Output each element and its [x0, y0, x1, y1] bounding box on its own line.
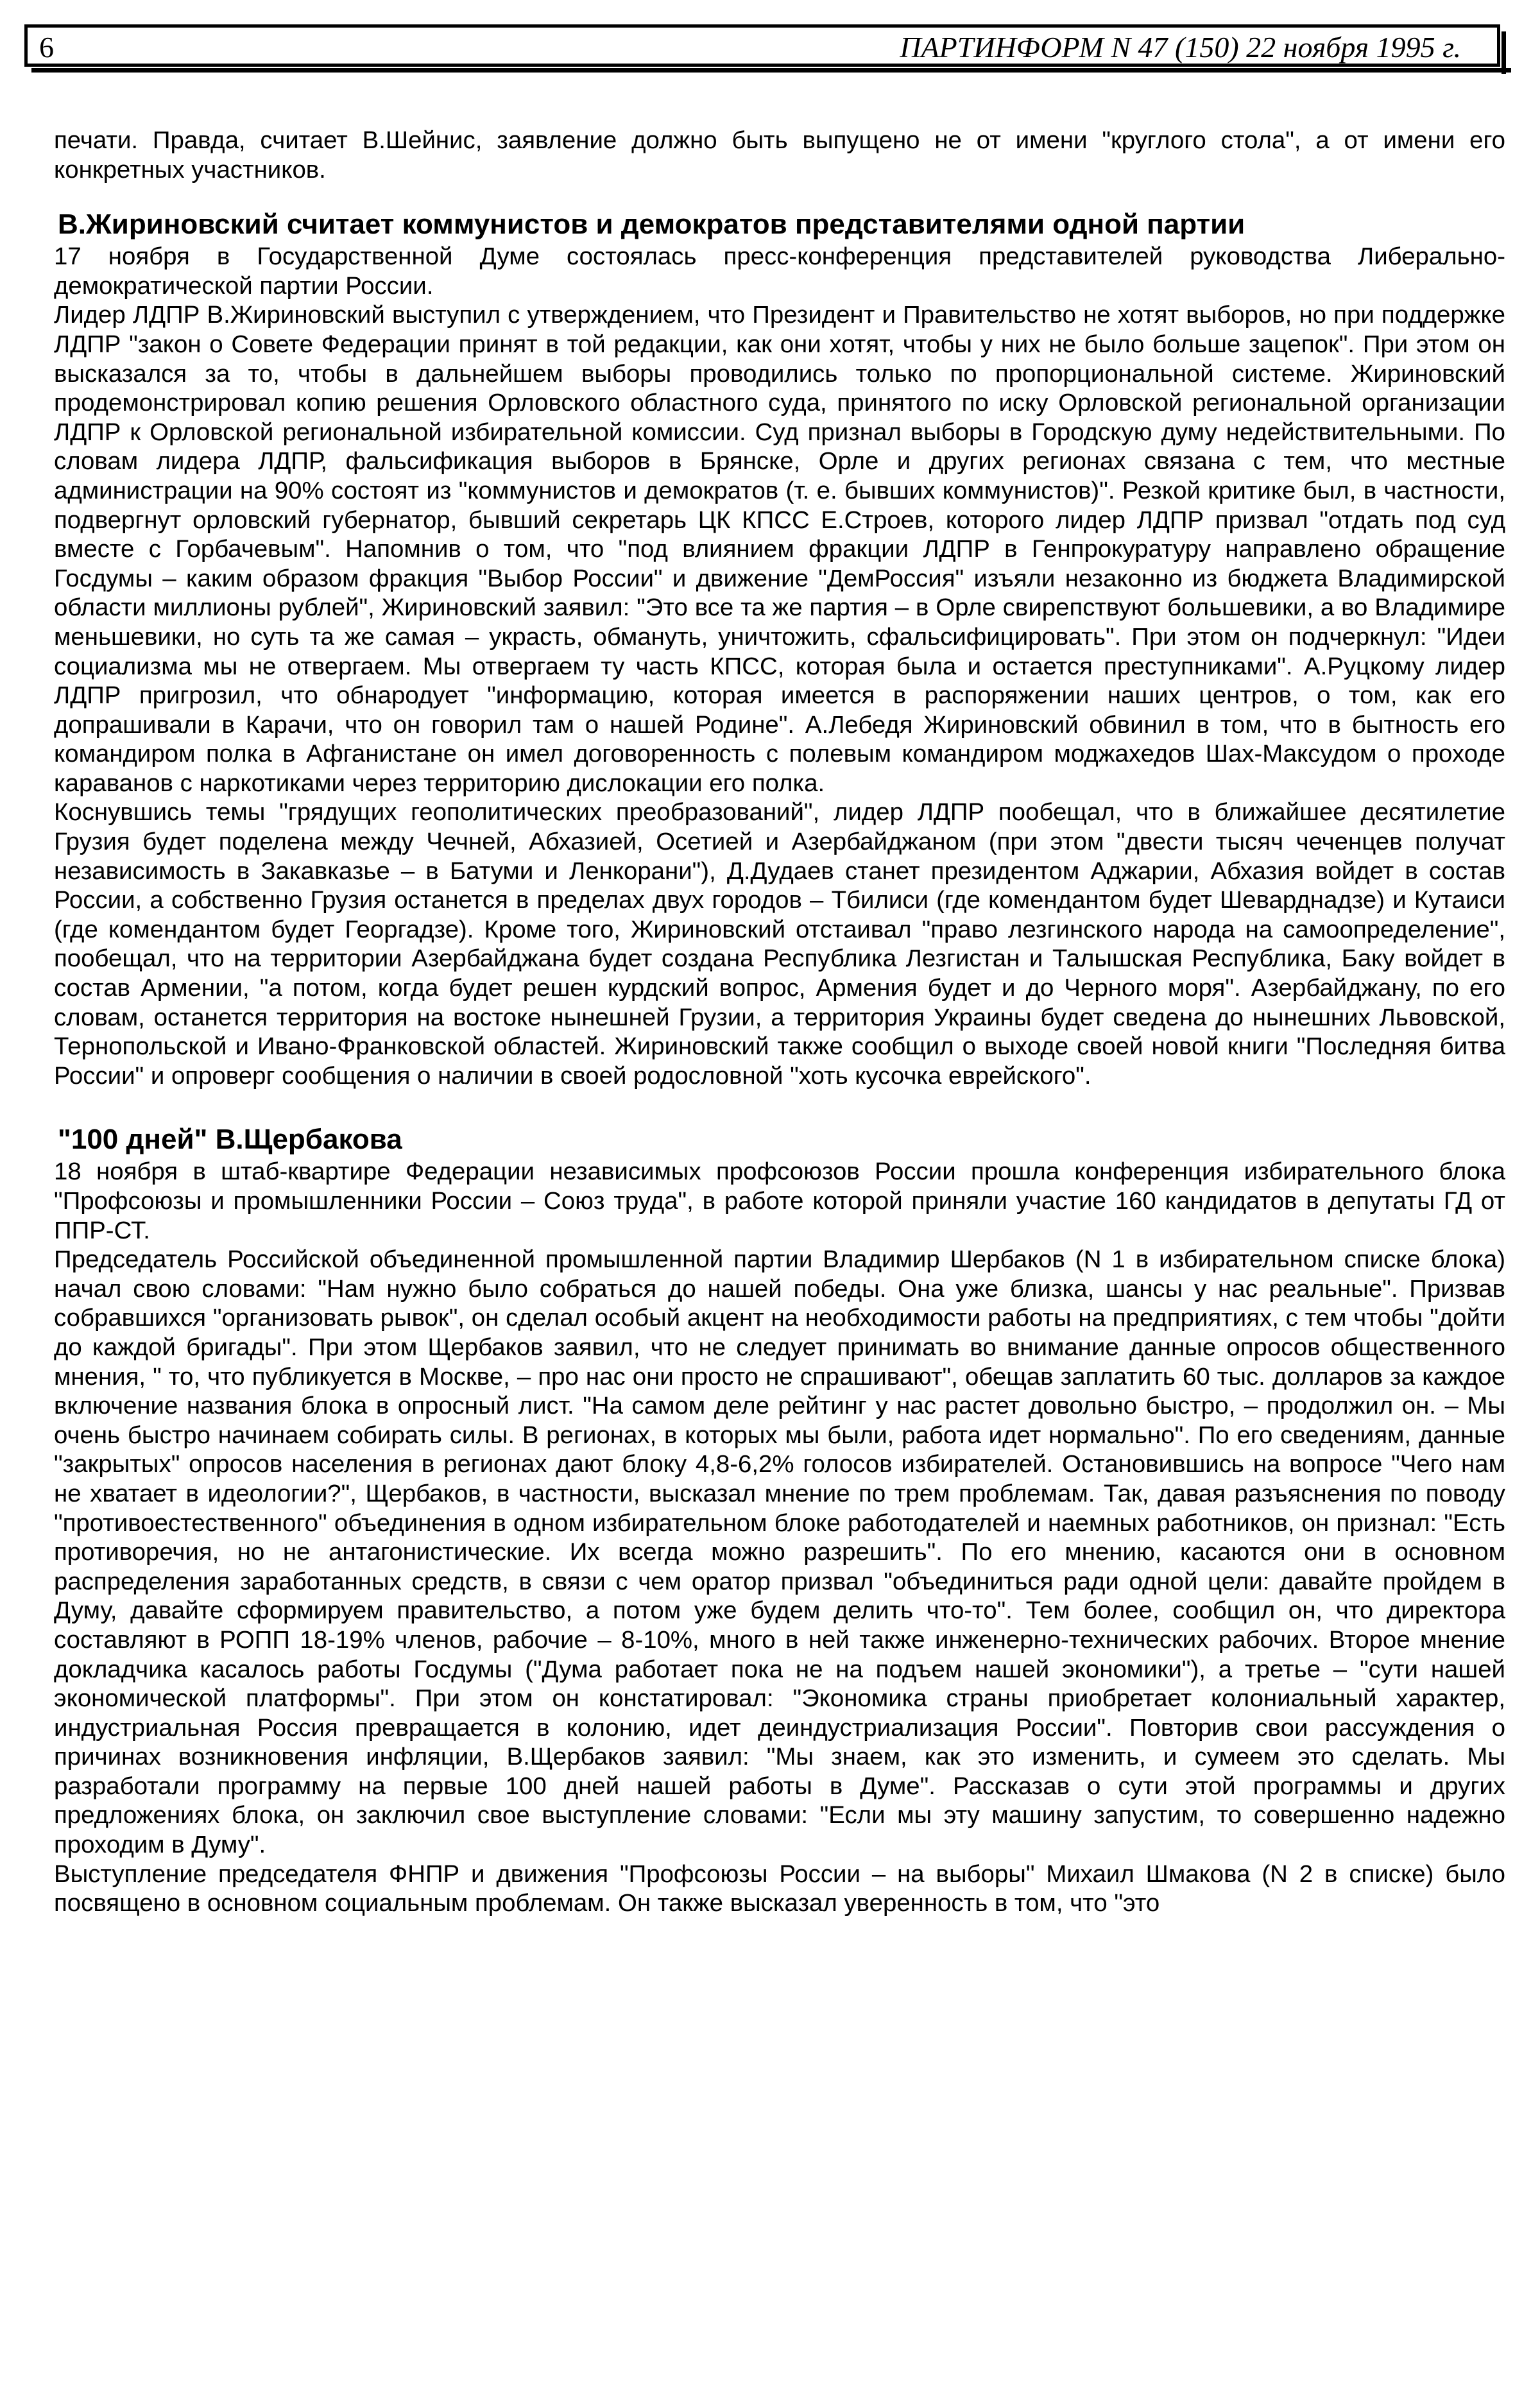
article2-paragraph: Председатель Российской объединенной промышленной партии Владимир Шербаков (N 1 в избирательном списке блока) начал свою словами: "Нам нужно было собраться до нашей победы. Она уже близка, шансы у нас реальные". Призвав собравшихся "организовать рывок", он сделал особый акцент на необходимости работы на предприятиях, с тем чтобы "дойти до каждой бригады". При этом Щербаков заявил, что не следует принимать во внимание данные опросов общественного мнения, " то, что публикуется в Москве, – про нас они просто не спрашивают", обещав заплатить 60 тыс. долларов за каждое включение названия блока в опросный лист. "На самом деле рейтинг у нас растет довольно быстро, – продолжил он. – Мы очень быстро начинаем собирать силы. В регионах, в которых мы были, работа идет нормально". По его сведениям, данные "закрытых" опросов населения в регионах дают блоку 4,8-6,2% голосов избирателей. Остановившись на вопросе "Чего нам не хватает в идеологии?", Щербаков, в частности, высказал мнение по трем проблемам. Так, давая разъяснения по поводу "противоестественного" объединения в одном избирательном блоке работодателей и наемных работников, он признал: "Есть противоречия, но не антагонистические. Их всегда можно разрешить". По его мнению, касаются они в основном распределения заработанных средств, в связи с чем оратор призвал "объединиться ради одной цели: давайте пройдем в Думу, давайте сформируем правительство, а потом уже будем делить что-то". Тем более, сообщил он, что директора составляют в РОПП 18-19% членов, рабочие – 8-10%, много в ней также инженерно-технических рабочих. Второе мнение докладчика касалось работы Госдумы ("Дума работает пока не на подъем нашей экономики"), а третье – "сути нашей экономической платформы". При этом он констатировал: "Экономика страны приобретает колониальный характер, индустриальная Россия превращается в колонию, идет деиндустриализация России". Повторив свои рассуждения о причинах возникновения инфляции, В.Щербаков заявил: "Мы знаем, как это изменить, и сумеем это сделать. Мы разработали программу на первые 100 дней нашей работы в Думе". Рассказав о сути этой программы и других предложениях блока, он заключил свое выступление словами: "Если мы эту машину запустим, то совершенно надежно проходим в Думу". — [54, 1246, 1505, 1859]
article1-title: В.Жириновский считает коммунистов и демократов представителями одной партии — [58, 209, 1245, 241]
article2-title: "100 дней" В.Щербакова — [58, 1124, 402, 1156]
page-header — [24, 24, 1500, 67]
header-shadow — [31, 68, 1511, 73]
article2-paragraph: Выступление председателя ФНПР и движения "Профсоюзы России – на выборы" Михаил Шмакова (N 2 в списке) было посвящено в основном социальным проблемам. Он также высказал уверенность в том, что "это — [54, 1860, 1505, 1917]
issue-title: ПАРТИНФОРМ N 47 (150) 22 ноября 1995 г. — [900, 31, 1461, 64]
article1-paragraph: 17 ноября в Государственной Думе состоялась пресс-конференция представителей руководства Либерально-демократической партии России. — [54, 243, 1505, 300]
article-body — [54, 126, 1505, 1918]
article1-paragraph: Коснувшись темы "грядущих геополитических преобразований", лидер ЛДПР пообещал, что в ближайшее десятилетие Грузия будет поделена между Чечней, Абхазией, Осетией и Азербайджаном (при этом "двести тысяч чеченцев получат независимость в Закавказье – в Батуми и Ленкорани"), Д.Дудаев станет президентом Аджарии, Абхазия войдет в состав России, а собственно Грузия останется в пределах двух городов – Тбилиси (где комендантом будет Шеварднадзе) и Кутаиси (где комендантом будет Георгадзе). Кроме того, Жириновский отстаивал "право лезгинского народа на самоопределение", пообещал, что на территории Азербайджана будет создана Республика Лезгистан и Талышская Республика, Баку войдет в состав Армении, "а потом, когда будет решен курдский вопрос, Армения будет и до Черного моря". Азербайджану, по его словам, останется территория на востоке нынешней Грузии, а территория Украины будет сведена до нынешних Львовской, Тернопольской и Ивано-Франковской областей. Жириновский также сообщил о выходе своей новой книги "Последняя битва России" и опроверг сообщения о наличии в своей родословной "хоть кусочка еврейского". — [54, 798, 1505, 1090]
page-number: 6 — [39, 31, 54, 64]
article2-paragraph: 18 ноября в штаб-квартире Федерации независимых профсоюзов России прошла конференция избирательного блока "Профсоюзы и промышленники России – Союз труда", в работе которой приняли участие 160 кандидатов в депутаты ГД от ППР-СТ. — [54, 1158, 1505, 1244]
article1-paragraph: Лидер ЛДПР В.Жириновский выступил с утверждением, что Президент и Правительство не хотят выборов, но при поддержке ЛДПР "закон о Совете Федерации принят в той редакции, как они хотят, чтобы у них не было больше зацепок". При этом он высказался за то, чтобы в дальнейшем выборы проводились только по пропорциональной системе. Жириновский продемонстрировал копию решения Орловского областного суда, принятого по иску Орловской региональной организации ЛДПР к Орловской региональной избирательной комиссии. Суд признал выборы в Городскую думу недействительными. По словам лидера ЛДПР, фальсификация выборов в Брянске, Орле и других регионах связана с тем, что местные администрации на 90% состоят из "коммунистов и демократов (т. е. бывших коммунистов)". Резкой критике был, в частности, подвергнут орловский губернатор, бывший секретарь ЦК КПСС Е.Строев, которого лидер ЛДПР призвал "отдать под суд вместе с Горбачевым". Напомнив о том, что "под влиянием фракции ЛДПР в Генпрокуратуру направлено обращение Госдумы – каким образом фракция "Выбор России" и движение "ДемРоссия" изъяли незаконно из бюджета Владимирской области миллионы рублей", Жириновский заявил: "Это все та же партия – в Орле свирепствуют большевики, а во Владимире меньшевики, но суть та же самая – украсть, обмануть, уничтожить, сфальсифицировать". При этом он подчеркнул: "Идеи социализма мы не отвергаем. Мы отвергаем ту часть КПСС, которая была и остается преступниками". А.Руцкому лидер ЛДПР пригрозил, что обнародует "информацию, которая имеется в распоряжении наших центров, о том, как его допрашивали в Карачи, что он говорил там о нашей Родине". А.Лебедя Жириновский обвинил в том, что в бытность его командиром полка в Афганистане он имел договоренность с полевым командиром моджахедов Шах-Максудом о проходе караванов с наркотиками через территорию дислокации его полка. — [54, 301, 1505, 797]
intro-paragraph: печати. Правда, считает В.Шейнис, заявление должно быть выпущено не от имени "круглого стола", а от имени его конкретных участников. — [54, 126, 1505, 184]
